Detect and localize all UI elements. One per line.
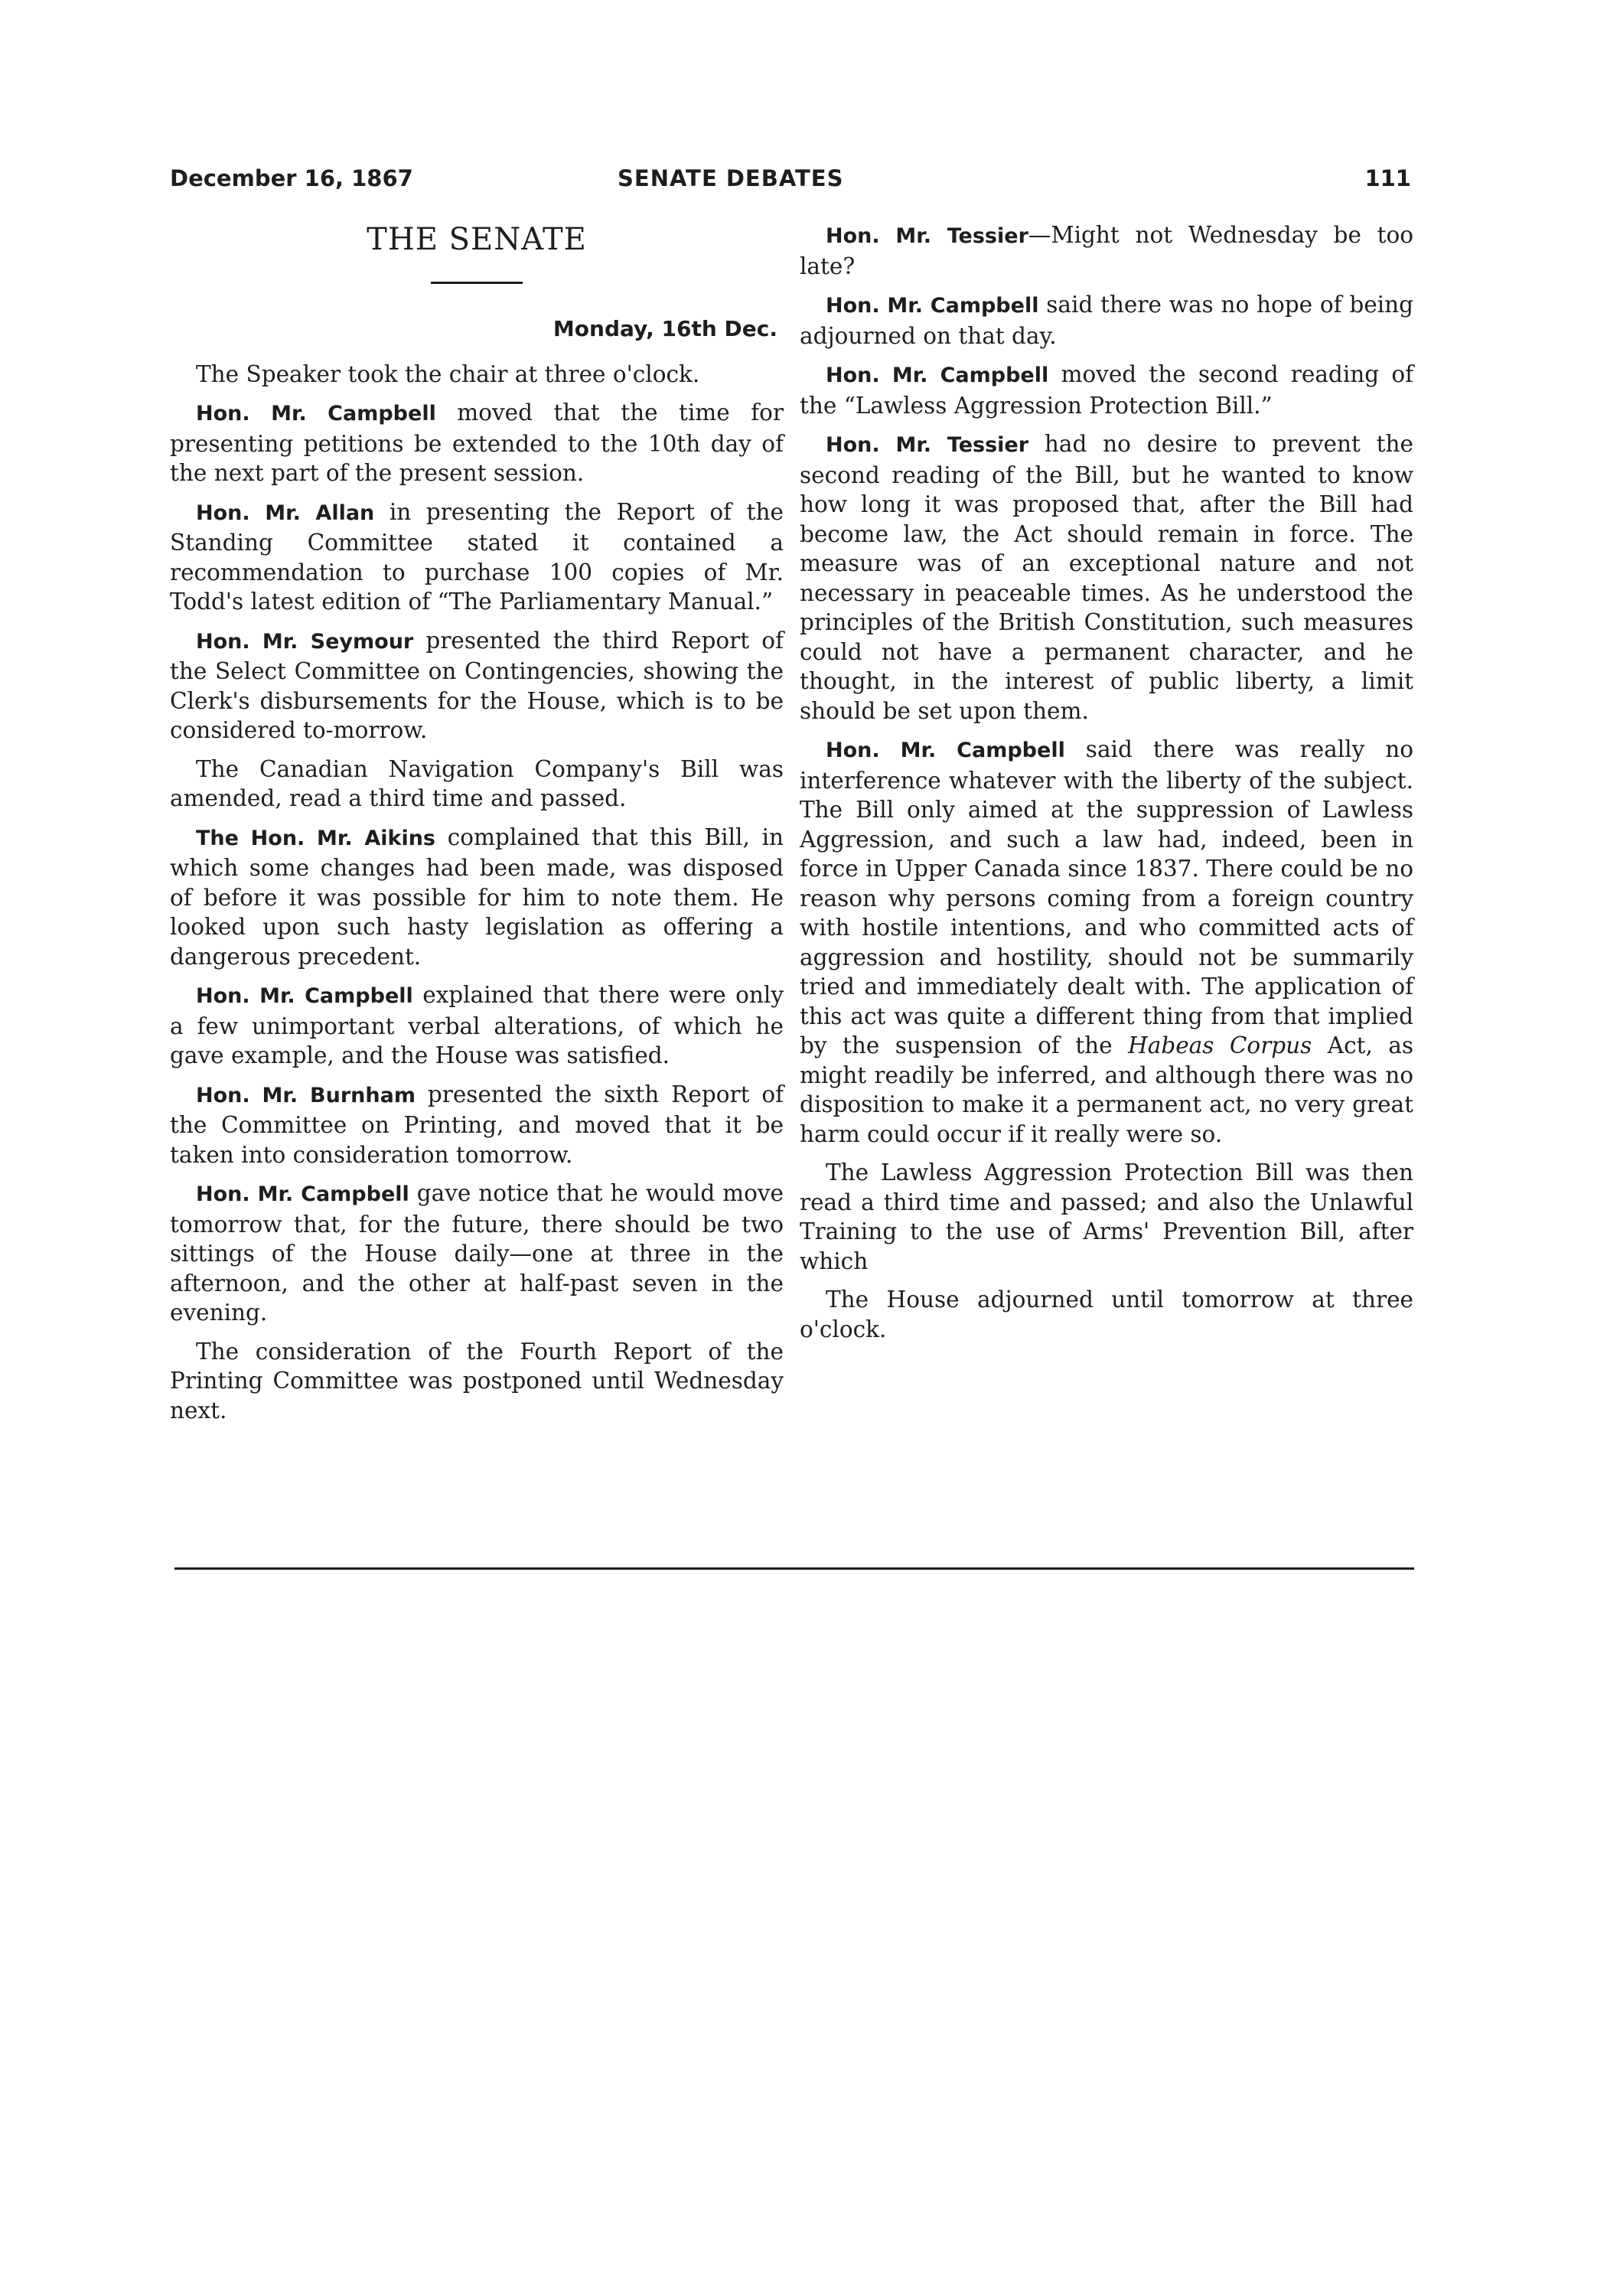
speaker-name: Hon. Mr. Campbell <box>826 294 1039 318</box>
paragraph: Hon. Mr. Campbell moved that the time for presenting petitions be extended to the 10th day of the next part of the present session. <box>170 400 784 486</box>
speaker-name: Hon. Mr. Seymour <box>196 629 414 654</box>
speaker-name: Hon. Mr. Burnham <box>196 1083 416 1107</box>
speaker-name: Hon. Mr. Campbell <box>826 739 1065 762</box>
heading-rule <box>431 282 523 284</box>
bottom-rule <box>174 1567 1414 1570</box>
paragraph: Hon. Mr. Campbell said there was really no interference whatever with the liberty of the subject. The Bill only aimed at the suppression of Lawless Aggression, and such a law had, indeed, been in force in Upper Canada since 1837. There could be no reason why persons coming from a foreign country with hostile intentions, and who committed acts of aggression and hostility, should not be summarily tried and immediately dealt with. The application of this act was quite a different thing from that implied by the suspension of the Habeas Corpus Act, as might readily be inferred, and although there was no disposition to make it a permanent act, no very great harm could occur if it really were so. <box>800 736 1413 1147</box>
paragraph: Hon. Mr. Tessier had no desire to prevent the second reading of the Bill, but he wanted to know how long it was proposed that, after the Bill had become law, the Act should remain in force. The measure was of an exceptional nature and not necessary in peaceable times. As he understood the principles of the British Constitution, such measures could not have a permanent character, and he thought, in the interest of public liberty, a limit should be set upon them. <box>800 431 1413 724</box>
sitting-date: Monday, 16th Dec. <box>553 316 777 341</box>
right-column <box>800 220 1413 1353</box>
speaker-name: The Hon. Mr. Aikins <box>196 826 436 850</box>
paragraph: The consideration of the Fourth Report of the Printing Committee was postponed until Wednesday next. <box>170 1338 784 1424</box>
speaker-name: Hon. Mr. Allan <box>196 501 375 525</box>
paragraph: Hon. Mr. Tessier—Might not Wednesday be too late? <box>800 222 1413 279</box>
paragraph: Hon. Mr. Campbell said there was no hope of being adjourned on that day. <box>800 292 1413 349</box>
header-title: SENATE DEBATES <box>618 165 844 191</box>
speaker-name: Hon. Mr. Campbell <box>196 1182 409 1206</box>
speaker-name: Hon. Mr. Campbell <box>196 984 413 1008</box>
paragraph: Hon. Mr. Allan in presenting the Report of the Standing Committee stated it contained a recommendation to purchase 100 copies of Mr. Todd's latest edition of “The Parliamentary Manual.” <box>170 498 784 615</box>
speaker-name: Hon. Mr. Campbell <box>826 364 1049 387</box>
paragraph: The Lawless Aggression Protection Bill was then read a third time and passed; and also the Unlawful Training to the use of Arms' Prevention Bill, after which <box>800 1159 1413 1274</box>
paragraph: The Hon. Mr. Aikins complained that this Bill, in which some changes had been made, was disposed of before it was possible for him to note them. He looked upon such hasty legislation as offering a dangerous precedent. <box>170 823 784 970</box>
italic-term: Habeas Corpus <box>1128 1032 1312 1058</box>
section-heading: THE SENATE <box>367 222 587 257</box>
speaker-name: Hon. Mr. Campbell <box>196 402 436 426</box>
paragraph: Hon. Mr. Campbell explained that there were only a few unimportant verbal alterations, of which he gave example, and the House was satisfied. <box>170 982 784 1068</box>
paragraph: Hon. Mr. Seymour presented the third Report of the Select Committee on Contingencies, showing the Clerk's disbursements for the House, which is to be considered to-morrow. <box>170 627 784 743</box>
paragraph: Hon. Mr. Campbell moved the second reading of the “Lawless Aggression Protection Bill.” <box>800 361 1413 419</box>
paragraph: Hon. Mr. Campbell gave notice that he would move tomorrow that, for the future, there should be two sittings of the House daily—one at three in the afternoon, and the other at half-past seven in the evening. <box>170 1180 784 1326</box>
running-header <box>170 165 1411 199</box>
header-date: December 16, 1867 <box>170 165 413 191</box>
page-number: 111 <box>1364 165 1411 191</box>
paragraph: The Canadian Navigation Company's Bill was amended, read a third time and passed. <box>170 755 784 811</box>
speaker-name: Hon. Mr. Tessier <box>826 224 1028 248</box>
left-column <box>170 220 784 1434</box>
paragraph: The Speaker took the chair at three o'clock. <box>196 360 700 387</box>
speaker-name: Hon. Mr. Tessier <box>826 433 1029 457</box>
paragraph: Hon. Mr. Burnham presented the sixth Report of the Committee on Printing, and moved that it be taken into consideration tomorrow. <box>170 1081 784 1168</box>
paragraph: The House adjourned until tomorrow at three o'clock. <box>800 1287 1413 1342</box>
